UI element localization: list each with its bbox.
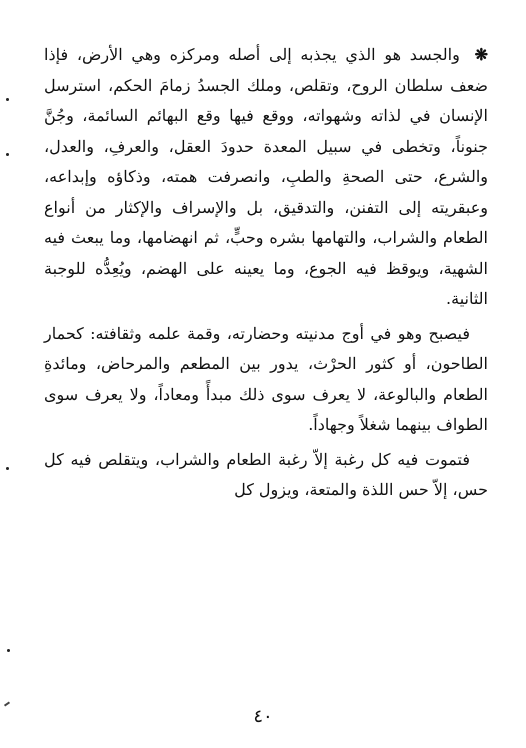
paragraph-2-text: فيصبح وهو في أوج مدنيته وحضارته، وقمة علمه وثقافته: كحمار الطاحون، أو كثور الحرْث، يدور بين المطعم والمرحاض، ومائدةِ الطعام والبالوعة، لا يعرف سوى ذلك مبدأً ومعاداً، ولا يعرف سوى الطواف بينهما شغلاً وجهاداً.	[44, 323, 488, 434]
margin-dot	[7, 649, 10, 652]
page-number: ٤٠	[253, 706, 273, 727]
asterisk-icon: ❋	[474, 45, 488, 64]
paragraph-2	[44, 319, 488, 441]
margin-dot	[6, 98, 9, 101]
body-text	[44, 40, 488, 510]
paragraph-1	[44, 40, 488, 315]
paragraph-1-text: والجسد هو الذي يجذبه إلى أصله ومركزه وهي الأرض، فإذا ضعف سلطان الروح، وتقلص، وملك الجسدُ زمامَ الحكم، استرسل الإنسان في لذاته وشهواته، ووقع فيها وقع البهائم السائمة، وجُنَّ جنوناً، وتخطى في سبيل المعدة حدودَ العقل، والعرفِ، والعدل، والشرع، حتى الصحةِ والطبِ، وانصرفت همته، وذكاؤه وإبداعه، وعبقريته إلى التفنن، والتدقيق، بل والإسراف والإكثار من أنواع الطعام والشراب، والتهامها بشره وحبٍّ، ثم انهضامها، وما يبعث فيه الشهية، ويوقظ فيه الجوع، وما يعينه على الهضم، ويُعِدُّه للوجبة الثانية.	[44, 45, 488, 308]
paragraph-3-text: فتموت فيه كل رغبة إلاّ رغبة الطعام والشراب، ويتقلص فيه كل حس، إلاّ حس اللذة والمتعة، ويزول كل	[44, 449, 488, 499]
margin-dot	[6, 153, 9, 156]
margin-dot	[6, 467, 9, 470]
paragraph-3	[44, 445, 488, 506]
